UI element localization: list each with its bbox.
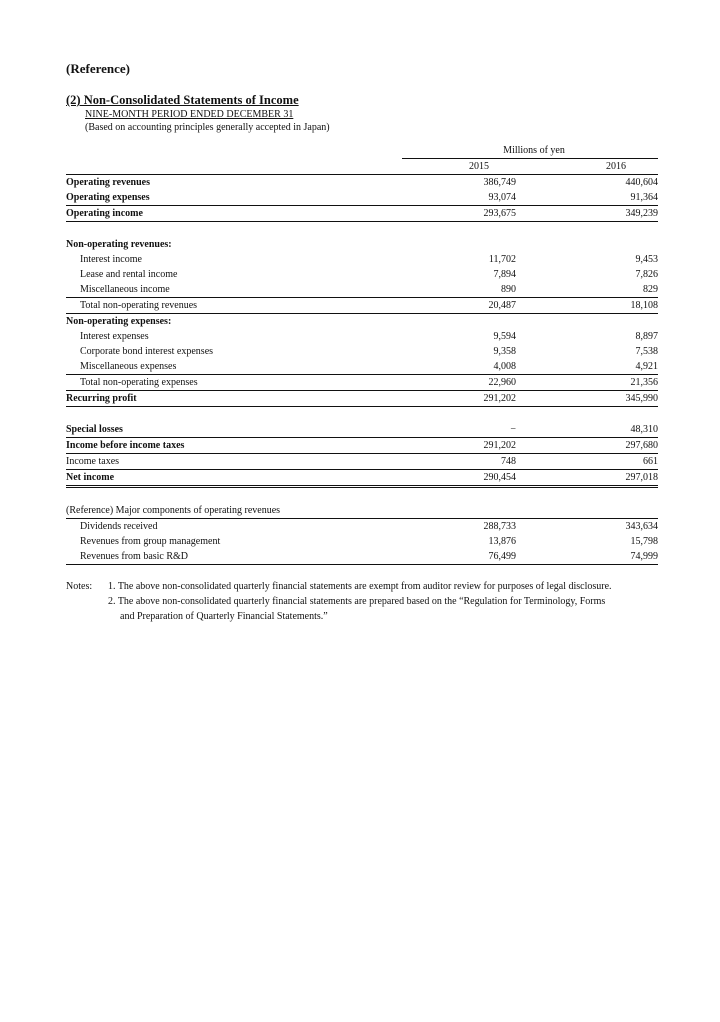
table-row — [66, 470, 658, 487]
row-label: Recurring profit — [66, 391, 402, 407]
table-row — [66, 175, 658, 191]
row-label: Interest income — [80, 254, 142, 265]
note-1 — [66, 579, 658, 594]
value-2016: 91,364 — [544, 190, 658, 206]
section-title: (2) Non-Consolidated Statements of Income — [66, 93, 299, 107]
components-title-row — [66, 503, 658, 519]
table-row — [66, 344, 658, 359]
table-row — [66, 329, 658, 344]
row-label: Special losses — [66, 422, 402, 438]
value-2015: 290,454 — [402, 470, 516, 487]
row-label: Income taxes — [66, 454, 402, 470]
row-label: Revenues from basic R&D — [66, 549, 402, 565]
reference-label: (Reference) — [66, 61, 130, 76]
value-2015: 20,487 — [402, 298, 516, 314]
value-2016: 21,356 — [544, 375, 658, 391]
table-row — [66, 534, 658, 549]
value-2016: 349,239 — [544, 206, 658, 222]
row-label: Interest expenses — [80, 331, 149, 342]
value-2016: 440,604 — [625, 177, 659, 188]
row-label: Revenues from group management — [80, 536, 221, 547]
year-2015-header: 2015 — [402, 159, 516, 175]
table-row — [66, 519, 658, 535]
value-2016: 661 — [544, 454, 658, 470]
value-2015: 7,894 — [493, 269, 516, 280]
table-row — [66, 375, 658, 391]
value-2015: 22,960 — [402, 375, 516, 391]
value-2015: 293,675 — [402, 206, 516, 222]
row-label: Total non-operating expenses — [66, 375, 402, 391]
value-2015: 9,358 — [493, 346, 516, 357]
table-row — [66, 237, 658, 252]
value-2016: 345,990 — [544, 391, 658, 407]
notes-section — [66, 579, 658, 624]
value-2015: 13,876 — [488, 536, 516, 547]
row-label: Total non-operating revenues — [66, 298, 402, 314]
row-label: Income before income taxes — [66, 438, 402, 454]
years-header-row — [66, 159, 658, 175]
table-row — [66, 391, 658, 407]
value-2015: 291,202 — [402, 391, 516, 407]
note-2-line-2-text: and Preparation of Quarterly Financial Statements.” — [120, 611, 328, 622]
table-row — [66, 438, 658, 454]
value-2015: 386,749 — [483, 177, 516, 188]
row-label: Miscellaneous income — [66, 282, 402, 298]
note-1-text: 1. The above non-consolidated quarterly financial statements are exempt from auditor review for purposes of legal disclosure. — [108, 581, 612, 592]
value-2015: 11,702 — [488, 254, 516, 265]
table-row — [66, 252, 658, 267]
basis-caption: (Based on accounting principles generally accepted in Japan) — [85, 122, 330, 133]
table-row — [66, 359, 658, 375]
row-label: Corporate bond interest expenses — [80, 346, 214, 357]
value-2016: 4,921 — [544, 359, 658, 375]
table-row — [66, 549, 658, 565]
period-caption: NINE-MONTH PERIOD ENDED DECEMBER 31 — [85, 109, 294, 120]
value-2016: 343,634 — [625, 521, 659, 532]
value-2016: 74,999 — [544, 549, 658, 565]
spacer-row — [66, 487, 658, 504]
row-label: Net income — [66, 470, 402, 487]
row-label: Non-operating revenues: — [66, 239, 172, 250]
value-2016: 18,108 — [544, 298, 658, 314]
units-label: Millions of yen — [402, 143, 658, 159]
value-2016: 9,453 — [635, 254, 659, 265]
value-2015: 291,202 — [402, 438, 516, 454]
value-2016: 7,826 — [635, 269, 659, 280]
value-2015: 288,733 — [483, 521, 516, 532]
table-row — [66, 190, 658, 206]
value-2015: 76,499 — [402, 549, 516, 565]
row-label: Operating revenues — [66, 177, 150, 188]
year-2016-header: 2016 — [544, 159, 658, 175]
value-2016: 48,310 — [544, 422, 658, 438]
spacer-row — [66, 222, 658, 238]
table-row — [66, 282, 658, 298]
spacer-row — [66, 407, 658, 423]
row-label: Dividends received — [80, 521, 158, 532]
value-2016: 8,897 — [635, 331, 659, 342]
value-2015: − — [402, 422, 516, 438]
value-2016: 829 — [544, 282, 658, 298]
value-2016: 297,018 — [544, 470, 658, 487]
value-2015: 93,074 — [402, 190, 516, 206]
value-2016: 297,680 — [544, 438, 658, 454]
note-2-line-2 — [66, 609, 658, 624]
table-row — [66, 314, 658, 330]
components-title: (Reference) Major components of operating revenues — [66, 503, 658, 519]
table-row — [66, 206, 658, 222]
income-statement-table — [66, 143, 658, 565]
value-2015: 9,594 — [493, 331, 516, 342]
row-label: Non-operating expenses: — [66, 316, 172, 327]
row-label: Miscellaneous expenses — [66, 359, 402, 375]
table-row — [66, 267, 658, 282]
value-2016: 15,798 — [630, 536, 659, 547]
table-row — [66, 454, 658, 470]
value-2016: 7,538 — [635, 346, 659, 357]
units-header-row — [66, 143, 658, 159]
notes-label: Notes: — [66, 581, 93, 592]
note-2-line-1: 2. The above non-consolidated quarterly financial statements are prepared based on the “Regulation for Terminology, Forms — [108, 596, 606, 607]
table-row — [66, 298, 658, 314]
value-2015: 890 — [402, 282, 516, 298]
row-label: Operating expenses — [66, 190, 402, 206]
value-2015: 748 — [402, 454, 516, 470]
row-label: Lease and rental income — [80, 269, 178, 280]
value-2015: 4,008 — [402, 359, 516, 375]
row-label: Operating income — [66, 206, 402, 222]
table-row — [66, 422, 658, 438]
document-page — [66, 60, 658, 624]
